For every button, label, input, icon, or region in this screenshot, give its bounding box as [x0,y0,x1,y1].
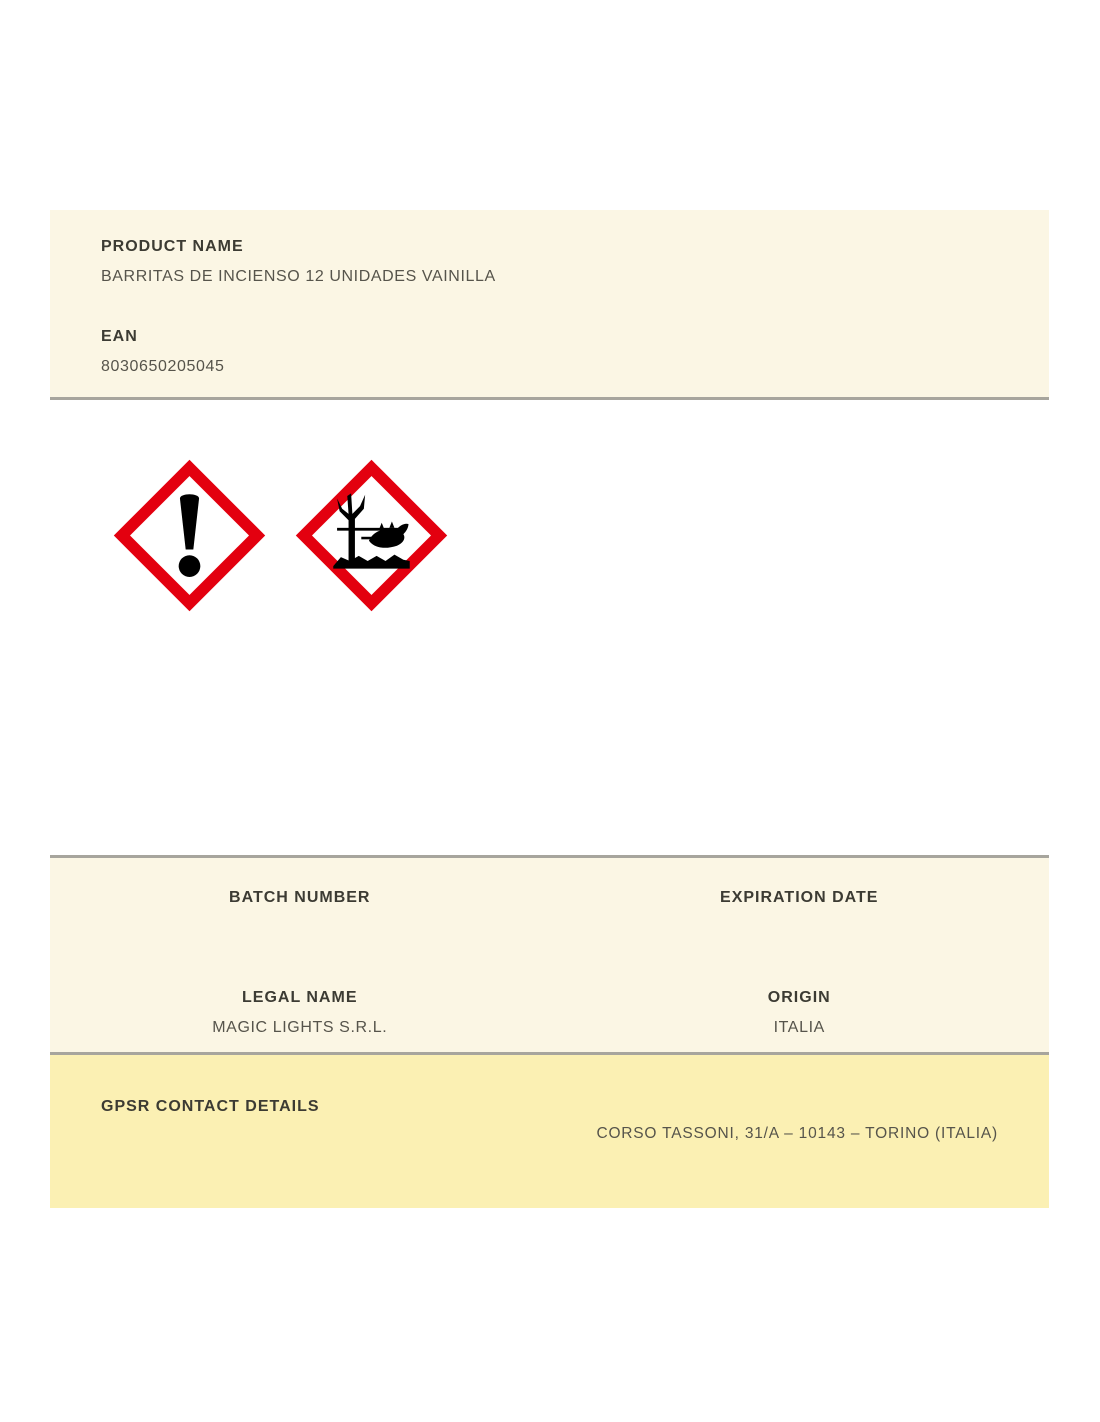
ean-label: EAN [101,328,138,345]
expiration-date-field [550,888,1050,918]
product-name-field [101,237,999,286]
batch-expiration-row [50,888,1049,918]
ghs07-exclamation-mark-icon [113,459,266,612]
batch-legal-card [50,855,1049,1055]
product-name-value: BARRITAS DE INCIENSO 12 UNIDADES VAINILLA [101,268,496,285]
product-name-label: PRODUCT NAME [101,238,244,255]
origin-label: ORIGIN [767,989,831,1006]
ean-field [101,327,999,376]
legal-name-value: MAGIC LIGHTS S.R.L. [212,1019,388,1036]
gpsr-contact-address: CORSO TASSONI, 31/A – 10143 – TORINO (ITALIA) [596,1125,998,1142]
gpsr-contact-label: GPSR CONTACT DETAILS [101,1098,320,1115]
origin-field [550,988,1050,1037]
origin-value: ITALIA [773,1019,825,1036]
product-info-card [50,210,1049,400]
legal-name-field [50,988,550,1037]
ghs09-environment-hazard-icon [295,459,448,612]
legal-origin-row [50,988,1049,1037]
legal-name-label: LEGAL NAME [242,989,358,1006]
ean-value: 8030650205045 [101,358,225,375]
hazard-pictograms [113,459,448,612]
batch-number-field [50,888,550,918]
expiration-date-label: EXPIRATION DATE [720,889,879,906]
batch-number-label: BATCH NUMBER [229,889,371,906]
gpsr-contact-card [50,1055,1049,1208]
